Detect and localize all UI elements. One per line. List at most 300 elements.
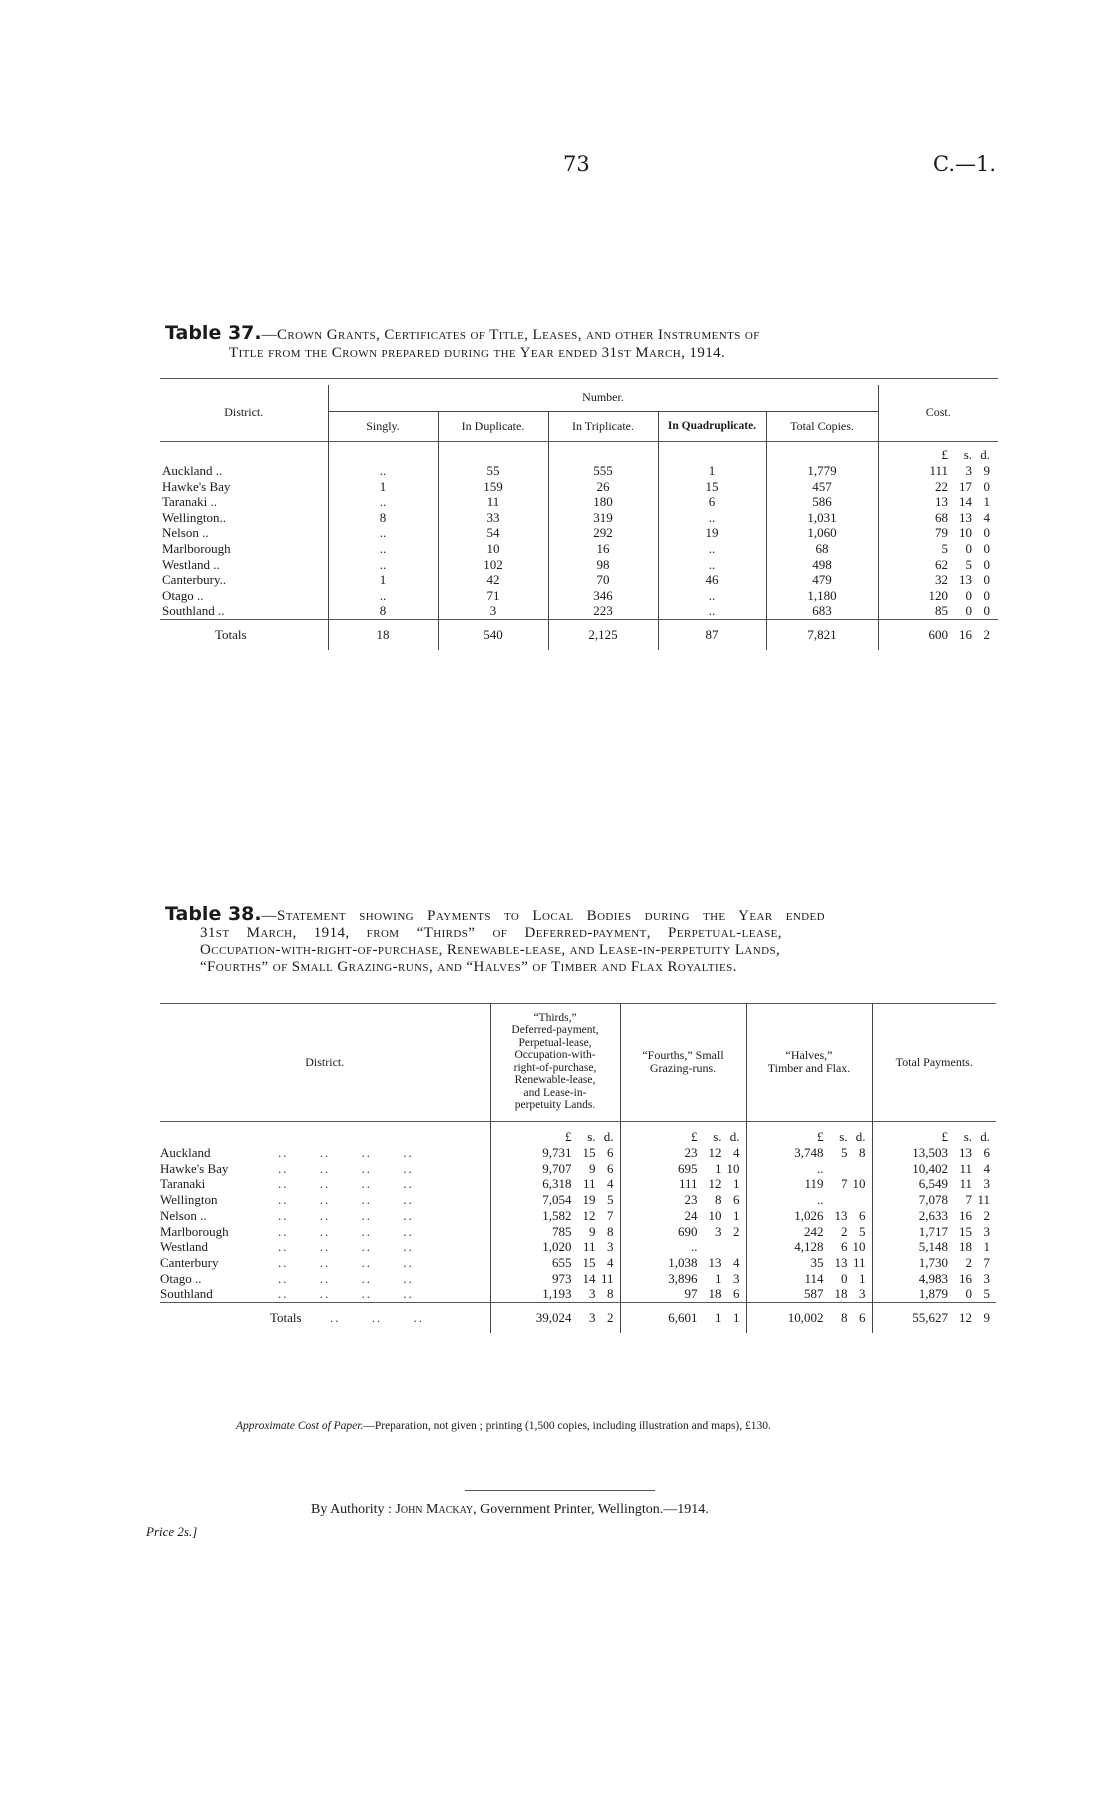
pounds: 1,026 [794,1207,824,1223]
pounds: 23 [684,1192,698,1208]
table37-cell-quad: 6 [658,494,766,510]
table38-title-line4: “Fourths” of Small Grazing-runs, and “Halves” of Timber and Flax Royalties. [200,959,737,975]
cost-d: 2 [983,627,990,643]
table37-cell-total: 1,060 [766,525,878,541]
shillings: 19 [582,1192,596,1208]
table38-header-fourths [620,1003,746,1121]
table37-cell-quad: 15 [658,479,766,495]
table37-cell-total: 1,031 [766,510,878,526]
shillings: 3 [589,1310,596,1326]
table37-title-line2: Title from the Crown prepared during the Year ended 31st March, 1914. [229,345,726,361]
table37-cell-district: Canterbury.. [162,572,227,588]
pence: 4 [733,1254,740,1270]
table38-cell-a [490,1192,620,1208]
table-row [160,541,998,557]
table37-cell-singly: .. [328,541,438,557]
pence: 5 [983,1286,990,1302]
table37-title [165,324,1005,362]
pounds: .. [817,1192,824,1208]
table37-cell-quad: 46 [658,572,766,588]
pounds: 1,582 [542,1207,572,1223]
pence: 6 [733,1286,740,1302]
table37-cell-singly: .. [328,588,438,604]
pence: 4 [607,1254,614,1270]
cost-l: 111 [929,463,948,478]
shillings: 15 [959,1223,972,1239]
table37-cell-cost [878,525,998,541]
table37-cell-district: Auckland .. [162,463,223,478]
table38-cell-t [872,1303,996,1334]
table37-cell-trip: 70 [548,572,658,588]
imprint-prefix: By Authority : [311,1502,396,1517]
pence: 1 [983,1239,990,1255]
cost-of-paper-note [236,1420,771,1432]
table38-cell-district [160,1161,490,1177]
table38-cell-a [490,1145,620,1161]
district-name: Wellington [160,1192,218,1208]
cost-s: 0 [965,603,972,619]
cost-l: 85 [935,603,948,619]
cost-d: 0 [983,556,990,572]
table38-cell-t [872,1286,996,1302]
shillings: 13 [708,1254,722,1270]
table38-title [165,903,1001,976]
table37-header-total: Total Copies. [766,411,878,441]
pounds: 6,601 [668,1310,698,1326]
pounds: 1,730 [918,1254,948,1270]
table-row [160,1286,996,1302]
shillings: 18 [834,1286,848,1302]
table37-cell-trip: 2,125 [548,619,658,650]
table38-cell-b [620,1208,746,1224]
table37-cell-singly: .. [328,525,438,541]
leader-dots: .. .. .. .. [278,1192,414,1208]
shillings: 8 [715,1192,722,1208]
table37-cell-dup: 102 [438,557,548,573]
header-line: Renewable-lease, [514,1074,596,1087]
table37-top-rule [160,378,998,379]
pounds: 1,879 [918,1286,948,1302]
table38-cell-district [160,1271,490,1287]
pence: 8 [607,1223,614,1239]
table37-cell-quad: .. [658,588,766,604]
header-line: “Thirds,” [533,1011,577,1024]
pence: 6 [859,1310,866,1326]
table38-header-district: District. [305,1054,345,1069]
pounds: 973 [552,1270,572,1286]
header-line: Timber and Flax. [767,1060,851,1075]
shillings: 16 [959,1270,972,1286]
cost-s: 13 [959,572,972,588]
leader-dots: .. .. .. .. [278,1207,414,1223]
table37-cell-district: Otago .. [162,587,204,603]
table38-cell-t [872,1271,996,1287]
district-name: Canterbury [160,1254,219,1270]
table38-label: Table 38. [165,903,262,925]
table37-cell-singly: 1 [328,479,438,495]
pounds: 7,054 [542,1192,572,1208]
table-row [160,557,998,573]
table38-cell-t [872,1239,996,1255]
table-row [160,1176,996,1192]
pence: 7 [607,1207,614,1223]
pounds: 1,038 [668,1254,698,1270]
cost-s: 0 [965,540,972,556]
pounds: 1,193 [542,1286,572,1302]
table-row [160,1145,996,1161]
pence: 3 [983,1270,990,1286]
shillings: 11 [582,1239,596,1255]
table38-cell-b [620,1255,746,1271]
table37-cell-dup: 10 [438,541,548,557]
district-name: Westland [160,1239,209,1255]
shillings: 16 [959,1207,972,1223]
table37-cell-dup: 540 [438,619,548,650]
pence: 10 [726,1160,740,1176]
pounds: 6,549 [918,1176,948,1192]
table38-cell-b [620,1286,746,1302]
table38-cell-c [746,1208,872,1224]
pounds: 3,896 [668,1270,698,1286]
shillings: 2 [841,1223,848,1239]
pounds: 4,983 [918,1270,948,1286]
table37-cell-trip: 16 [548,541,658,557]
cost-l: 32 [935,572,948,588]
pence: 4 [607,1176,614,1192]
pence: 11 [600,1270,614,1286]
table38-cell-district [160,1224,490,1240]
cost-s: 14 [959,494,972,510]
shillings: 7 [841,1176,848,1192]
pence: 3 [983,1223,990,1239]
shillings: 14 [582,1270,596,1286]
pounds: .. [817,1160,824,1176]
table37-cell-total: 586 [766,494,878,510]
table38-cell-t [872,1224,996,1240]
table38-cell-t [872,1176,996,1192]
table37-cell-cost [878,479,998,495]
cost-s: 16 [959,627,972,643]
pence: 9 [983,1310,990,1326]
pounds: 9,707 [542,1160,572,1176]
pence: 3 [983,1176,990,1192]
pounds: 3,748 [794,1145,824,1160]
table37-cell-total: 7,821 [766,619,878,650]
cost-l: 62 [935,556,948,572]
shillings: 1 [715,1160,722,1176]
table37-cell-trip: 223 [548,603,658,619]
table-row [160,479,998,495]
table37-cell-quad: 1 [658,463,766,479]
table-row [160,1192,996,1208]
table37-cell-singly: .. [328,494,438,510]
cost-s: 17 [959,478,972,494]
shillings: 12 [582,1207,596,1223]
shillings: 13 [834,1207,848,1223]
leader-dots: .. .. .. .. [278,1223,414,1239]
leader-dots: .. .. .. .. [278,1286,414,1302]
table37-cell-district: Marlborough [162,540,231,556]
cost-s: 0 [965,587,972,603]
table38-cell-c [746,1286,872,1302]
pence: 2 [983,1207,990,1223]
table38-cell-a [490,1224,620,1240]
table37-cell-district: Hawke's Bay [162,478,231,494]
table37-cell-trip: 555 [548,463,658,479]
district-name: Hawke's Bay [160,1160,229,1176]
cost-s: 10 [959,525,972,541]
table-row [160,1255,996,1271]
imprint-rule [465,1490,655,1491]
shillings: 13 [959,1145,972,1160]
pounds: 119 [804,1176,824,1192]
pence: 1 [733,1207,740,1223]
table38-header-total: Total Payments. [895,1054,973,1069]
district-name: Southland [160,1286,213,1302]
pence: 1 [733,1310,740,1326]
table37-cell-cost [878,510,998,526]
table38-cell-b [620,1145,746,1161]
pounds: .. [691,1239,698,1255]
pounds: 10,402 [912,1160,948,1176]
table38-cell-t [872,1192,996,1208]
district-name: Nelson .. [160,1207,207,1223]
pounds: 587 [804,1286,824,1302]
pence: 1 [859,1270,866,1286]
table37-cell-total: 498 [766,557,878,573]
table38-cell-t [872,1161,996,1177]
table38-cell-b [620,1224,746,1240]
table38-cell-b [620,1239,746,1255]
shillings: 1 [715,1270,722,1286]
shillings: 0 [841,1270,848,1286]
pence: 6 [733,1192,740,1208]
table37-cell-dup: 55 [438,463,548,479]
cost-s: 3 [965,463,972,478]
pence: 2 [733,1223,740,1239]
table37-cell-dup: 3 [438,603,548,619]
table38-cell-b [620,1192,746,1208]
pence: 6 [983,1145,990,1160]
table-row [160,603,998,619]
table-row [160,572,998,588]
pence: 4 [983,1160,990,1176]
pounds: 13,503 [912,1145,948,1160]
shillings: 13 [834,1254,848,1270]
pence: 1 [733,1176,740,1192]
header-line: and Lease-in- [523,1086,587,1099]
table37-cell-dup: 71 [438,588,548,604]
cost-l: 68 [935,509,948,525]
pence: 6 [607,1160,614,1176]
table38-cell-a [490,1271,620,1287]
pence: 10 [852,1176,866,1192]
cost-l: 79 [935,525,948,541]
cost-s: 13 [959,509,972,525]
shillings: 10 [708,1207,722,1223]
leader-dots: .. .. .. .. [278,1270,414,1286]
table-row [160,1239,996,1255]
shillings: 2 [965,1254,972,1270]
pounds: 5,148 [918,1239,948,1255]
district-name: Marlborough [160,1223,229,1239]
table37-cell-total: 1,180 [766,588,878,604]
table37-cell-quad: .. [658,510,766,526]
district-name: Taranaki [160,1176,206,1192]
table37 [160,385,998,650]
leader-dots: .. .. .. .. [278,1239,414,1255]
header-line: right-of-purchase, [513,1061,597,1074]
table38-cell-district [160,1145,490,1161]
table-row [160,1224,996,1240]
shillings: 0 [965,1286,972,1302]
table38-cell-district [160,1176,490,1192]
table-row [160,588,998,604]
table37-cell-total: 479 [766,572,878,588]
shillings: 6 [841,1239,848,1255]
table-row [160,463,998,479]
district-name: Auckland [160,1145,211,1160]
shillings: 9 [589,1223,596,1239]
table37-cell-district: Taranaki .. [162,494,218,510]
table38-totals-row [160,1303,996,1334]
pounds: 655 [552,1254,572,1270]
cost-label: Approximate Cost of Paper. [236,1420,364,1432]
table37-cell-dup: 42 [438,572,548,588]
table37-cell-cost [878,588,998,604]
shillings: 8 [841,1310,848,1326]
table37-cell-trip: 180 [548,494,658,510]
table37-header-duplicate: In Duplicate. [438,411,548,441]
table38-cell-t [872,1255,996,1271]
leader-dots: .. .. .. .. [278,1145,414,1160]
pence: 3 [733,1270,740,1286]
table38-cell-b [620,1271,746,1287]
shillings: 11 [959,1160,972,1176]
table37-header-quadruplicate: In Quadruplicate. [658,411,766,441]
table37-cell-dup: 11 [438,494,548,510]
imprint-suffix: , Government Printer, Wellington.—1914. [473,1502,709,1517]
table37-cell-district: Westland .. [162,556,220,572]
cost-s: 5 [965,556,972,572]
pence: 3 [607,1239,614,1255]
table37-cell-singly: 8 [328,603,438,619]
table37-cell-singly: 1 [328,572,438,588]
pounds: 111 [678,1176,698,1192]
pounds: 23 [684,1145,698,1160]
shillings: 12 [708,1176,722,1192]
header-line: perpetuity Lands. [514,1099,596,1112]
pence: 10 [852,1239,866,1255]
table37-cell-cost [878,494,998,510]
table37-cell-dup: 159 [438,479,548,495]
table37-header-triplicate: In Triplicate. [548,411,658,441]
table37-cell-total: 457 [766,479,878,495]
table38-cell-c [746,1255,872,1271]
pounds: 4,128 [794,1239,824,1255]
pence: 8 [607,1286,614,1302]
table-row [160,1161,996,1177]
pounds: 6,318 [542,1176,572,1192]
table37-cell-quad: .. [658,603,766,619]
pounds: 690 [678,1223,698,1239]
table37-cell-cost [878,603,998,619]
cost-l: 22 [935,478,948,494]
pounds: 39,024 [535,1310,572,1326]
table38-cell-a [490,1176,620,1192]
table38-cell-t [872,1145,996,1161]
table38-cell-t [872,1208,996,1224]
table38-cell-b [620,1303,746,1334]
pence: 8 [859,1145,866,1160]
leader-dots: .. .. .. .. [278,1160,414,1176]
cost-d: 1 [983,494,990,510]
table38-cell-c [746,1224,872,1240]
pounds: 242 [804,1223,824,1239]
table37-title-line1: —Crown Grants, Certificates of Title, Leases, and other Instruments of [261,327,760,343]
table37-cell-quad: 87 [658,619,766,650]
table37-cell-trip: 98 [548,557,658,573]
cost-d: 0 [983,540,990,556]
pounds: 97 [684,1286,698,1302]
pence: 4 [733,1145,740,1160]
pounds: 1,020 [542,1239,572,1255]
table38-cell-c [746,1161,872,1177]
district-name: Totals [270,1310,302,1326]
cost-d: 0 [983,525,990,541]
table38-cell-c [746,1176,872,1192]
cost-l: 13 [935,494,948,510]
table38-cell-district [160,1286,490,1302]
cost-d: 0 [983,572,990,588]
shillings: 18 [708,1286,722,1302]
table37-cell-trip: 346 [548,588,658,604]
document-reference: C.—1. [933,152,997,176]
shillings: 3 [715,1223,722,1239]
cost-l: 600 [928,627,948,643]
shillings: 15 [582,1254,596,1270]
table37-cell-quad: .. [658,541,766,557]
table37-label: Table 37. [165,322,262,344]
shillings: 11 [959,1176,972,1192]
table37-cell-total: 1,779 [766,463,878,479]
table38-title-line1: —Statement showing Payments to Local Bodies during the Year ended [261,908,825,924]
table37-cell-cost [878,619,998,650]
table37-totals-row [160,619,998,650]
table38-cell-a [490,1208,620,1224]
pence: 7 [983,1254,990,1270]
table38-title-line3: Occupation-with-right-of-purchase, Renewable-lease, and Lease-in-perpetuity Lands, [200,942,781,958]
table37-cell-quad: 19 [658,525,766,541]
shillings: 1 [715,1310,722,1326]
table38-cell-a [490,1286,620,1302]
table38-cell-c [746,1271,872,1287]
shillings: 18 [959,1239,972,1255]
printer-name: John Mackay [395,1502,474,1517]
table37-cell-cost [878,557,998,573]
table38-cell-district [160,1239,490,1255]
table38-cell-b [620,1161,746,1177]
table38-cell-district [160,1208,490,1224]
shillings: 12 [959,1310,972,1326]
table37-cell-dup: 54 [438,525,548,541]
pence: 5 [607,1192,614,1208]
table-row [160,1208,996,1224]
pounds: 10,002 [787,1310,824,1326]
leader-dots: .. .. .. [330,1310,424,1326]
shillings: 3 [589,1286,596,1302]
table38-cell-c [746,1192,872,1208]
